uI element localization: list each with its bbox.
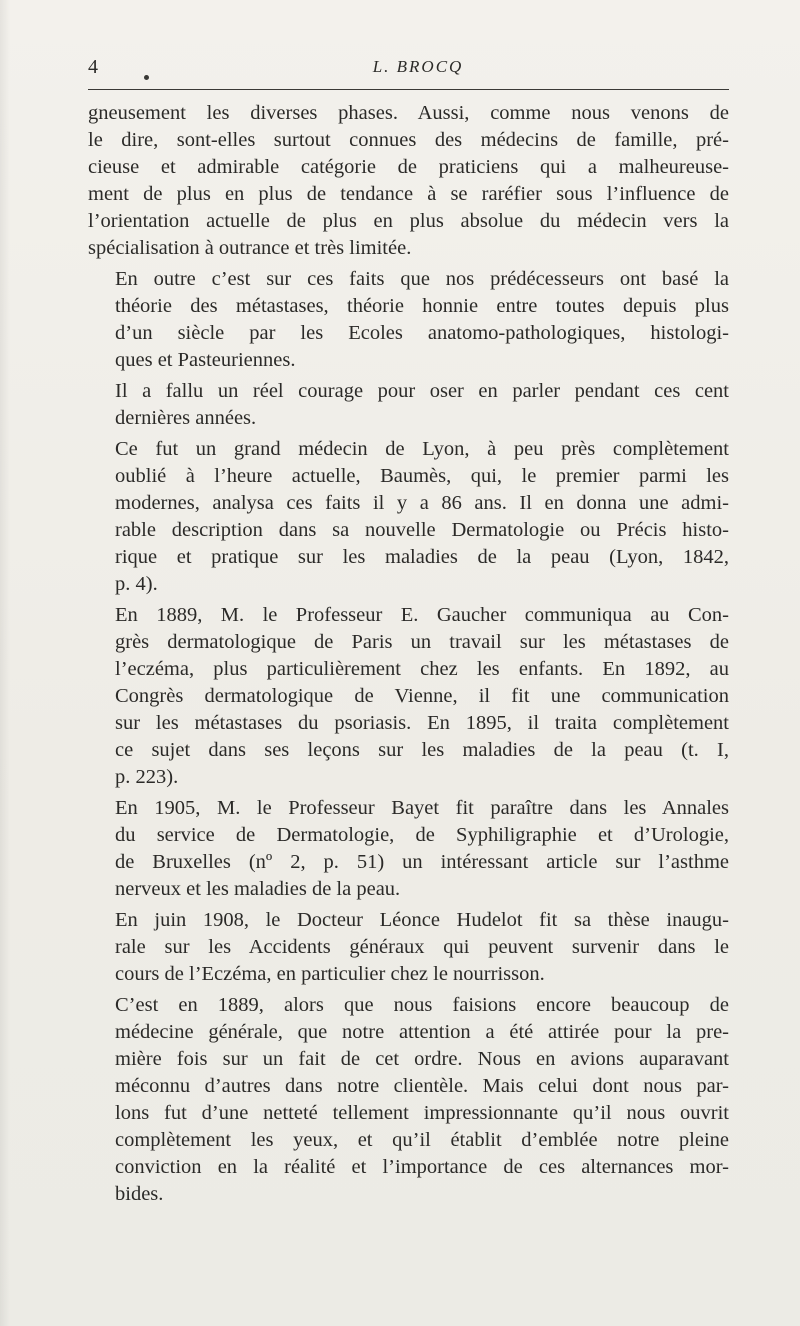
text-line: du service de Dermatologie, de Syphiligraphie et d’Urologie, [115,824,729,846]
paragraph [88,795,729,903]
paragraph [88,266,729,374]
text-line: sur les métastases du psoriasis. En 1895, il traita complètement [115,712,729,734]
text-line: cieuse et admirable catégorie de praticiens qui a malheureuse- [88,156,729,178]
text-line: p. 223). [115,766,179,788]
text-line: modernes, analysa ces faits il y a 86 ans. Il en donna une admi- [115,492,729,514]
header-rule [88,89,729,90]
text-line: médecine générale, que notre attention a été attirée pour la pre- [115,1021,729,1043]
text-line: En 1889, M. le Professeur E. Gaucher communiqua au Con- [115,604,729,626]
text-line: En 1905, M. le Professeur Bayet fit paraître dans les Annales [115,797,729,819]
text-line: p. 4). [115,573,158,595]
text-line: lons fut d’une netteté tellement impressionnante qu’il nous ouvrit [115,1102,729,1124]
text-line: ment de plus en plus de tendance à se raréfier sous l’influence de [88,183,729,205]
text-line: rique et pratique sur les maladies de la peau (Lyon, 1842, [115,546,729,568]
text-line: gneusement les diverses phases. Aussi, comme nous venons de [88,102,729,124]
text-line: grès dermatologique de Paris un travail sur les métastases de [115,631,729,653]
text-line: Ce fut un grand médecin de Lyon, à peu près complètement [115,438,729,460]
paragraph [88,100,729,262]
text-line: cours de l’Eczéma, en particulier chez le nourrisson. [115,963,545,985]
paragraph [88,992,729,1208]
text-line: Il a fallu un réel courage pour oser en parler pendant ces cent [115,380,729,402]
text-line: rale sur les Accidents généraux qui peuvent survenir dans le [115,936,729,958]
body-text [88,100,729,1212]
text-line: mière fois sur un fait de cet ordre. Nous en avions auparavant [115,1048,729,1070]
text-line: théorie des métastases, théorie honnie entre toutes depuis plus [115,295,729,317]
text-line: bides. [115,1183,164,1205]
page-header [88,56,728,88]
text-line: rable description dans sa nouvelle Dermatologie ou Précis histo- [115,519,729,541]
paragraph [88,907,729,988]
text-line: ques et Pasteuriennes. [115,349,296,371]
text-line: de Bruxelles (nº 2, p. 51) un intéressant article sur l’asthme [115,851,729,873]
text-line: complètement les yeux, et qu’il établit d’emblée notre pleine [115,1129,729,1151]
paragraph [88,602,729,791]
text-line: oublié à l’heure actuelle, Baumès, qui, le premier parmi les [115,465,729,487]
text-line: le dire, sont-elles surtout connues des médecins de famille, pré- [88,129,729,151]
text-line: conviction en la réalité et l’importance de ces alternances mor- [115,1156,729,1178]
paragraph [88,378,729,432]
text-line: l’orientation actuelle de plus en plus absolue du médecin vers la [88,210,729,232]
text-line: méconnu d’autres dans notre clientèle. Mais celui dont nous par- [115,1075,729,1097]
text-line: ce sujet dans ses leçons sur les maladies de la peau (t. I, [115,739,729,761]
text-line: En juin 1908, le Docteur Léonce Hudelot fit sa thèse inaugu- [115,909,729,931]
page-edge-shadow [0,0,10,1326]
text-line: dernières années. [115,407,257,429]
text-line: nerveux et les maladies de la peau. [115,878,401,900]
text-line: En outre c’est sur ces faits que nos prédécesseurs ont basé la [115,268,729,290]
running-head: L. BROCQ [372,57,464,76]
page-number: 4 [88,56,99,78]
text-line: l’eczéma, plus particulièrement chez les enfants. En 1892, au [115,658,729,680]
text-line: C’est en 1889, alors que nous faisions encore beaucoup de [115,994,729,1016]
text-line: Congrès dermatologique de Vienne, il fit une communication [115,685,729,707]
paragraph [88,436,729,598]
text-line: d’un siècle par les Ecoles anatomo-pathologiques, histologi- [115,322,729,344]
text-line: spécialisation à outrance et très limitée. [88,237,412,259]
